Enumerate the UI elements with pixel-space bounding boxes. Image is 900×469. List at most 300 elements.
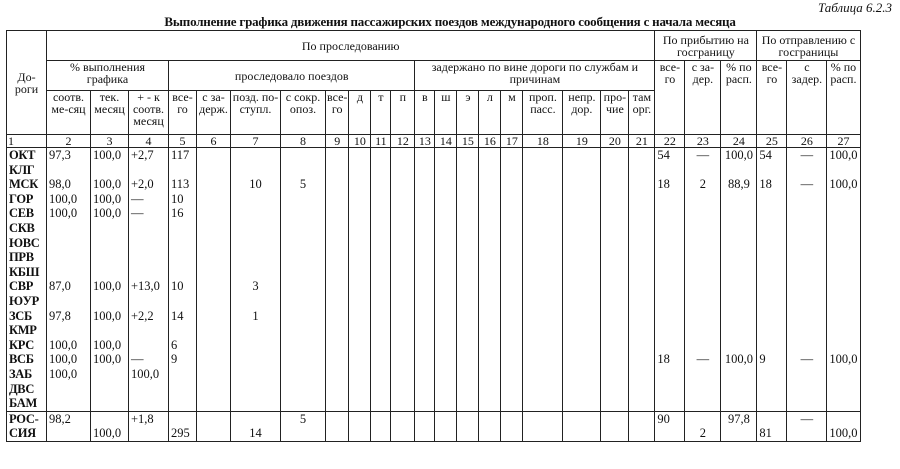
table-row: [7, 294, 861, 309]
table-cell: [523, 177, 563, 192]
table-cell: [523, 250, 563, 265]
table-cell: [91, 236, 129, 251]
table-cell: [601, 411, 629, 426]
table-cell: [501, 206, 523, 221]
table-cell: [197, 192, 231, 207]
table-cell: [326, 163, 349, 178]
table-cell: [787, 221, 827, 236]
table-cell: [721, 192, 757, 207]
table-cell: [281, 250, 326, 265]
table-cell: [457, 294, 479, 309]
table-cell: [685, 367, 721, 382]
table-cell: [523, 279, 563, 294]
table-cell: [655, 426, 685, 441]
table-cell: [415, 279, 435, 294]
unprepared-header: непр. дор.: [563, 91, 601, 135]
table-cell: [415, 163, 435, 178]
table-cell: [435, 309, 457, 324]
table-cell: [391, 236, 415, 251]
table-cell: [563, 221, 601, 236]
table-cell: [47, 221, 91, 236]
table-cell: [47, 163, 91, 178]
table-cell: [655, 163, 685, 178]
table-cell: [391, 177, 415, 192]
table-cell: [721, 367, 757, 382]
table-cell: 100,0: [129, 367, 169, 382]
table-cell: [501, 294, 523, 309]
col-number: 15: [457, 135, 479, 148]
dep-delay-header: с задер.: [787, 61, 827, 135]
table-cell: [655, 236, 685, 251]
table-cell: 98,0: [47, 177, 91, 192]
table-cell: [457, 148, 479, 163]
road-name: ПРВ: [7, 250, 47, 265]
table-cell: [231, 250, 281, 265]
table-cell: [501, 352, 523, 367]
col-number: 2: [47, 135, 91, 148]
table-cell: [415, 323, 435, 338]
table-cell: [827, 236, 860, 251]
table-cell: [349, 177, 371, 192]
table-cell: [479, 250, 501, 265]
table-cell: [563, 411, 601, 426]
table-cell: [415, 382, 435, 397]
table-cell: [197, 279, 231, 294]
col-number: 8: [281, 135, 326, 148]
table-cell: 100,0: [721, 352, 757, 367]
table-cell: [523, 163, 563, 178]
table-cell: [281, 148, 326, 163]
table-cell: [197, 396, 231, 411]
table-cell: [757, 323, 787, 338]
table-cell: [415, 309, 435, 324]
table-cell: [685, 221, 721, 236]
table-cell: [629, 323, 655, 338]
table-cell: 100,0: [91, 352, 129, 367]
table-cell: [281, 192, 326, 207]
table-cell: [281, 367, 326, 382]
table-cell: [457, 206, 479, 221]
table-cell: 5: [281, 177, 326, 192]
table-cell: [827, 323, 860, 338]
table-cell: [281, 426, 326, 441]
table-cell: [629, 367, 655, 382]
pct-group-header: % выполнения графика: [47, 61, 169, 91]
table-row: [7, 352, 861, 367]
table-cell: +13,0: [129, 279, 169, 294]
table-cell: [91, 294, 129, 309]
table-cell: [197, 236, 231, 251]
table-cell: [281, 206, 326, 221]
table-cell: 295: [169, 426, 197, 441]
road-name: КМР: [7, 323, 47, 338]
table-cell: [787, 382, 827, 397]
road-name: ЮВС: [7, 236, 47, 251]
table-cell: [326, 148, 349, 163]
table-cell: [629, 382, 655, 397]
table-cell: [787, 250, 827, 265]
table-cell: 9: [169, 352, 197, 367]
dep-pct-header: % по расп.: [827, 61, 860, 135]
table-row: [7, 250, 861, 265]
table-cell: [326, 382, 349, 397]
table-cell: [435, 279, 457, 294]
e-header: э: [457, 91, 479, 135]
table-cell: 100,0: [91, 206, 129, 221]
table-cell: [349, 279, 371, 294]
table-cell: 97,8: [721, 411, 757, 426]
road-name: ЗСБ: [7, 309, 47, 324]
table-cell: [827, 294, 860, 309]
table-row: [7, 192, 861, 207]
table-cell: [479, 411, 501, 426]
table-cell: [523, 323, 563, 338]
table-cell: [231, 338, 281, 353]
table-cell: [197, 352, 231, 367]
table-cell: [757, 265, 787, 280]
table-cell: [129, 221, 169, 236]
table-cell: [349, 411, 371, 426]
table-cell: [231, 148, 281, 163]
table-cell: [169, 411, 197, 426]
table-cell: [601, 206, 629, 221]
table-cell: 10: [169, 192, 197, 207]
table-cell: [129, 250, 169, 265]
table-cell: [457, 279, 479, 294]
table-cell: [391, 411, 415, 426]
table-cell: [563, 352, 601, 367]
table-cell: [281, 309, 326, 324]
table-cell: [349, 382, 371, 397]
table-cell: 100,0: [47, 367, 91, 382]
table-cell: [721, 426, 757, 441]
table-cell: [391, 323, 415, 338]
table-cell: [563, 236, 601, 251]
table-cell: [685, 309, 721, 324]
table-cell: [91, 323, 129, 338]
table-cell: [501, 323, 523, 338]
table-cell: [523, 338, 563, 353]
table-cell: [827, 279, 860, 294]
table-cell: [231, 192, 281, 207]
col-number: 20: [601, 135, 629, 148]
table-cell: [169, 265, 197, 280]
table-cell: [655, 309, 685, 324]
table-cell: [197, 163, 231, 178]
col-number: 17: [501, 135, 523, 148]
table-cell: [371, 411, 391, 426]
table-cell: [757, 382, 787, 397]
table-cell: [371, 323, 391, 338]
table-cell: [231, 236, 281, 251]
table-cell: [457, 177, 479, 192]
table-cell: [197, 338, 231, 353]
table-cell: [479, 177, 501, 192]
table-cell: [601, 265, 629, 280]
table-cell: [281, 163, 326, 178]
table-cell: [787, 206, 827, 221]
table-cell: 100,0: [47, 206, 91, 221]
table-cell: [629, 206, 655, 221]
table-cell: [601, 352, 629, 367]
t-header: т: [371, 91, 391, 135]
table-cell: [601, 236, 629, 251]
table-cell: [479, 163, 501, 178]
table-cell: [629, 148, 655, 163]
table-cell: —: [685, 148, 721, 163]
table-cell: +2,7: [129, 148, 169, 163]
table-cell: [685, 265, 721, 280]
table-cell: [415, 352, 435, 367]
table-cell: [281, 279, 326, 294]
table-cell: +2,2: [129, 309, 169, 324]
col-number: 12: [391, 135, 415, 148]
table-cell: [349, 221, 371, 236]
road-name: КРС: [7, 338, 47, 353]
table-cell: [129, 338, 169, 353]
table-cell: [457, 192, 479, 207]
table-cell: [757, 279, 787, 294]
table-cell: [827, 396, 860, 411]
table-cell: [523, 426, 563, 441]
table-cell: [479, 236, 501, 251]
col-number: 19: [563, 135, 601, 148]
table-cell: [435, 338, 457, 353]
table-cell: [371, 250, 391, 265]
table-body: [7, 148, 861, 442]
table-cell: [326, 279, 349, 294]
table-cell: [629, 411, 655, 426]
table-cell: [757, 250, 787, 265]
corr-month-header: соотв. ме-сяц: [47, 91, 91, 135]
table-cell: [47, 396, 91, 411]
table-cell: [281, 236, 326, 251]
table-cell: —: [129, 206, 169, 221]
table-cell: [47, 382, 91, 397]
table-cell: [827, 382, 860, 397]
table-cell: [827, 163, 860, 178]
table-cell: [231, 323, 281, 338]
col-number: 22: [655, 135, 685, 148]
total-row: [7, 426, 861, 441]
table-cell: 9: [757, 352, 787, 367]
table-cell: [721, 382, 757, 397]
table-label: Таблица 6.2.3: [817, 0, 892, 15]
table-cell: [501, 177, 523, 192]
table-cell: [563, 163, 601, 178]
table-cell: [787, 236, 827, 251]
table-cell: [479, 294, 501, 309]
arr-delay-header: с за-дер.: [685, 61, 721, 135]
table-cell: [757, 367, 787, 382]
table-cell: [435, 236, 457, 251]
sh-header: ш: [435, 91, 457, 135]
table-cell: [655, 294, 685, 309]
table-cell: [523, 294, 563, 309]
m-header: м: [501, 91, 523, 135]
l-header: л: [479, 91, 501, 135]
table-cell: [457, 411, 479, 426]
table-cell: [655, 250, 685, 265]
table-cell: [391, 396, 415, 411]
table-cell: [169, 250, 197, 265]
table-cell: [391, 279, 415, 294]
table-cell: [371, 221, 391, 236]
table-row: [7, 148, 861, 163]
table-cell: [326, 396, 349, 411]
table-cell: 98,2: [47, 411, 91, 426]
col-number: 1: [7, 135, 47, 148]
table-cell: [349, 192, 371, 207]
table-cell: [415, 177, 435, 192]
col-number: 23: [685, 135, 721, 148]
table-cell: 100,0: [91, 279, 129, 294]
table-cell: [757, 221, 787, 236]
table-cell: [371, 279, 391, 294]
table-cell: [523, 309, 563, 324]
total2-header: все-го: [326, 91, 349, 135]
table-cell: [371, 309, 391, 324]
table-cell: [371, 148, 391, 163]
table-cell: [91, 265, 129, 280]
table-cell: [169, 367, 197, 382]
table-cell: [629, 352, 655, 367]
table-cell: 18: [757, 177, 787, 192]
table-cell: [415, 221, 435, 236]
table-cell: [501, 148, 523, 163]
table-cell: [655, 192, 685, 207]
table-cell: [326, 192, 349, 207]
table-cell: [281, 382, 326, 397]
table-cell: [629, 279, 655, 294]
table-cell: [501, 309, 523, 324]
table-cell: [601, 323, 629, 338]
table-cell: [169, 382, 197, 397]
table-cell: [501, 163, 523, 178]
table-cell: [457, 338, 479, 353]
table-cell: [629, 250, 655, 265]
table-cell: [629, 265, 655, 280]
table-cell: [479, 309, 501, 324]
table-cell: [129, 323, 169, 338]
table-cell: [563, 250, 601, 265]
table-cell: [231, 221, 281, 236]
road-name: КБШ: [7, 265, 47, 280]
table-cell: [197, 250, 231, 265]
table-cell: 16: [169, 206, 197, 221]
table-cell: [655, 221, 685, 236]
table-cell: [326, 338, 349, 353]
road-name: ЮУР: [7, 294, 47, 309]
table-cell: 18: [655, 177, 685, 192]
table-cell: [391, 367, 415, 382]
table-row: [7, 367, 861, 382]
table-cell: [563, 367, 601, 382]
table-cell: [563, 309, 601, 324]
table-cell: [563, 206, 601, 221]
table-cell: [721, 294, 757, 309]
table-cell: [787, 338, 827, 353]
table-cell: —: [129, 352, 169, 367]
table-cell: [501, 250, 523, 265]
table-cell: [827, 192, 860, 207]
table-cell: 54: [757, 148, 787, 163]
table-cell: [479, 352, 501, 367]
table-cell: [349, 265, 371, 280]
table-cell: 100,0: [827, 177, 860, 192]
table-cell: [721, 279, 757, 294]
table-cell: [629, 396, 655, 411]
table-cell: 10: [231, 177, 281, 192]
table-cell: [685, 192, 721, 207]
table-cell: [601, 148, 629, 163]
table-cell: [629, 309, 655, 324]
table-cell: 90: [655, 411, 685, 426]
table-cell: [827, 338, 860, 353]
col-number: 25: [757, 135, 787, 148]
table-cell: [563, 396, 601, 411]
table-cell: [349, 294, 371, 309]
col-number: 11: [371, 135, 391, 148]
table-cell: [391, 426, 415, 441]
table-cell: 113: [169, 177, 197, 192]
table-cell: [435, 206, 457, 221]
table-cell: [457, 396, 479, 411]
table-cell: [391, 148, 415, 163]
table-cell: [197, 367, 231, 382]
table-cell: 18: [655, 352, 685, 367]
table-cell: [601, 294, 629, 309]
table-cell: [757, 309, 787, 324]
table-cell: [231, 163, 281, 178]
table-cell: [47, 236, 91, 251]
table-cell: [326, 323, 349, 338]
table-cell: [685, 279, 721, 294]
table-cell: [435, 396, 457, 411]
total-road-name: СИЯ: [7, 426, 47, 441]
table-cell: 2: [685, 426, 721, 441]
table-cell: 100,0: [827, 148, 860, 163]
table-cell: [349, 206, 371, 221]
table-cell: —: [787, 148, 827, 163]
table-cell: [349, 148, 371, 163]
table-cell: [457, 163, 479, 178]
table-cell: 88,9: [721, 177, 757, 192]
table-cell: [685, 250, 721, 265]
table-cell: [435, 221, 457, 236]
other-header: про-чие: [601, 91, 629, 135]
table-cell: [281, 396, 326, 411]
table-cell: [479, 148, 501, 163]
table-cell: [721, 221, 757, 236]
table-cell: [197, 265, 231, 280]
table-cell: [501, 236, 523, 251]
road-name: ОКТ: [7, 148, 47, 163]
table-cell: [47, 294, 91, 309]
table-cell: [457, 352, 479, 367]
table-cell: —: [787, 177, 827, 192]
table-cell: [721, 338, 757, 353]
table-cell: [523, 206, 563, 221]
table-cell: 14: [169, 309, 197, 324]
table-cell: [371, 177, 391, 192]
table-cell: [479, 426, 501, 441]
table-cell: [197, 323, 231, 338]
table-cell: [601, 163, 629, 178]
table-row: [7, 163, 861, 178]
total-road-name: РОС-: [7, 411, 47, 426]
road-name: ВСБ: [7, 352, 47, 367]
